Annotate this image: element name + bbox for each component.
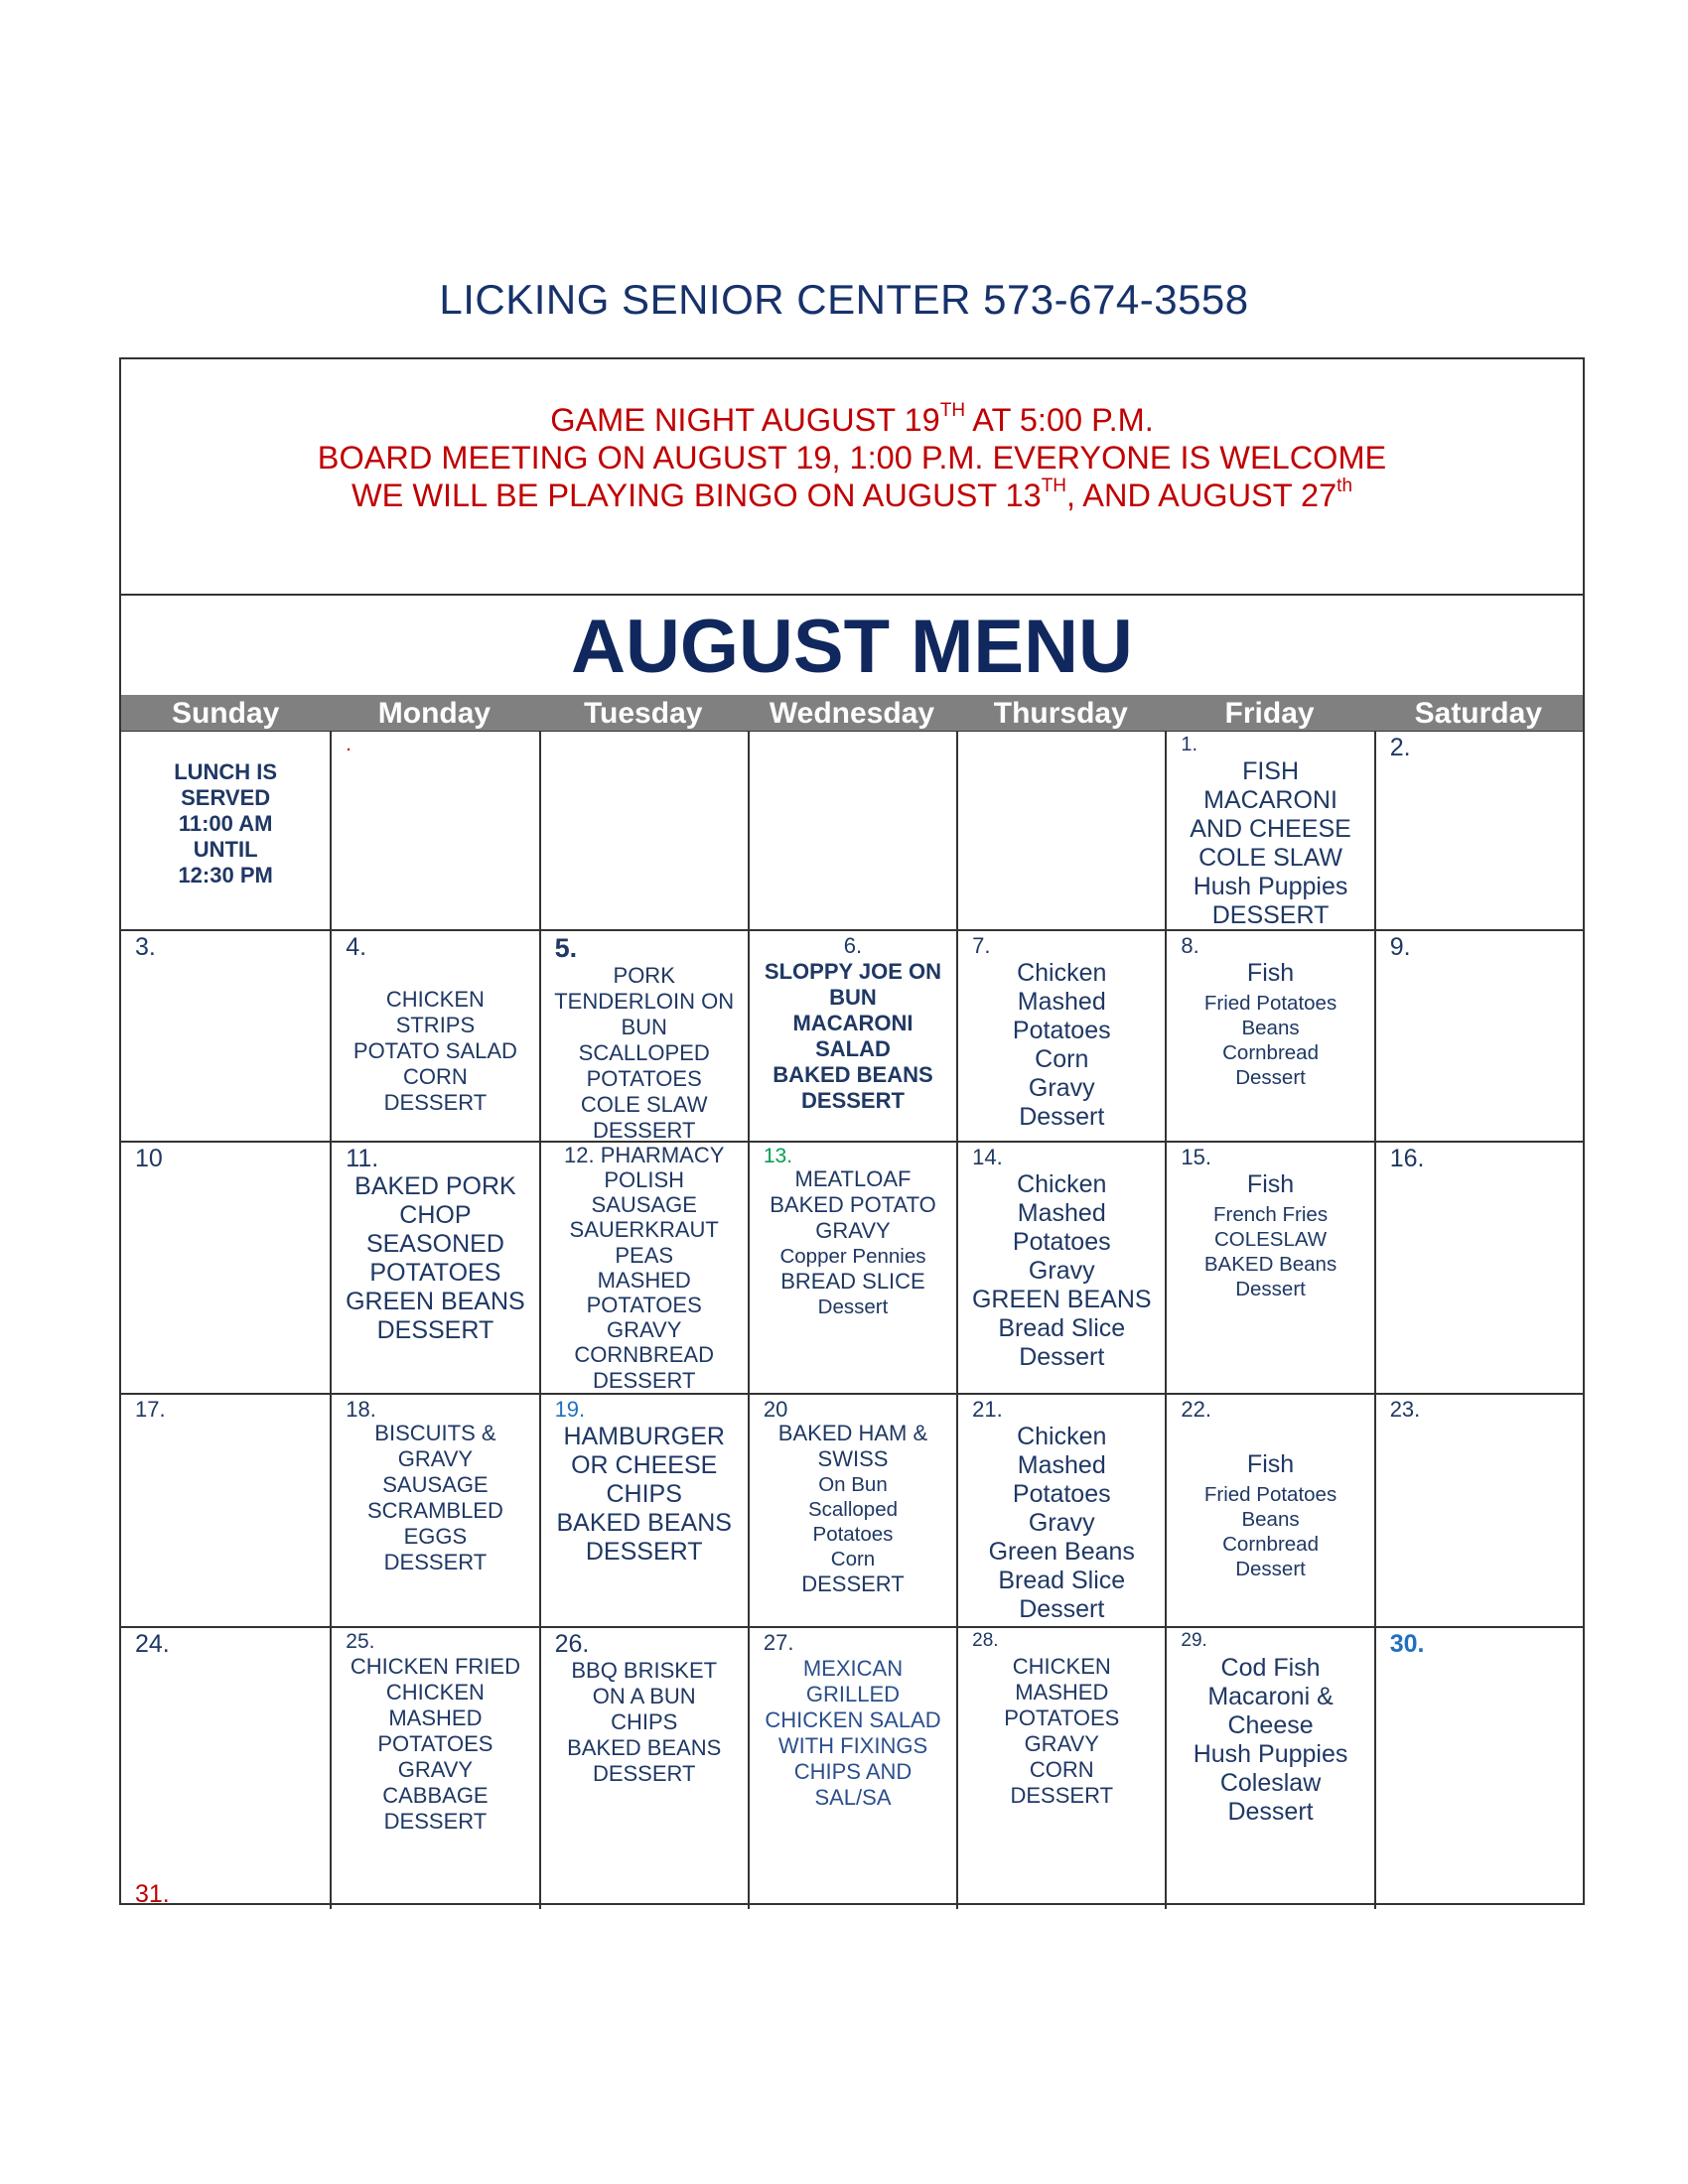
menu-item: DESSERT [592,1761,696,1786]
menu-item: On Bun [818,1473,888,1496]
menu-items [541,963,748,1144]
menu-item: BAKED BEANS [567,1735,722,1760]
menu-item: Fried Potatoes [1203,992,1337,1015]
menu-item: Dessert [1235,1066,1306,1089]
menu-item: Chicken [1017,959,1107,987]
menu-items [750,1656,956,1811]
menu-item: DESSERT [383,1809,488,1834]
menu-item: POTATOES [1004,1706,1120,1730]
day-cell-22 [1165,1395,1373,1626]
menu-item: MACARONI [792,1011,914,1035]
menu-item: COLE SLAW [580,1092,708,1117]
menu-item: BAKED Beans [1203,1253,1337,1276]
menu-item: Mashed [1017,1199,1106,1227]
menu-items [332,1654,538,1835]
menu-item: BAKED PORK [354,1172,516,1200]
menu-items [750,1166,956,1319]
menu-item: Potatoes [1012,1228,1111,1256]
day-cell-20 [748,1395,956,1626]
menu-item: Macaroni & [1207,1683,1334,1710]
day-number: 13. [763,1145,793,1167]
menu-item: CHICKEN [385,987,485,1012]
menu-item: BUN [621,1015,667,1039]
day-number: 18. [346,1397,376,1422]
menu-item: Dessert [817,1296,889,1318]
menu-items [332,987,538,1116]
menu-item: CORN [1029,1757,1094,1782]
notice-text: GAME NIGHT AUGUST 19 [550,402,940,438]
menu-item: BAKED HAM & [777,1421,928,1445]
menu-item: DESSERT [592,1118,696,1143]
menu-item: Cod Fish [1220,1654,1321,1682]
menu-title: AUGUST MENU [571,605,1133,689]
weekday-thursday: Thursday [993,697,1128,730]
day-number: 9. [1389,933,1411,961]
menu-items [750,959,956,1114]
menu-item: SALAD [815,1036,891,1061]
menu-items [958,959,1165,1132]
menu-item: Potatoes [1012,1480,1111,1508]
menu-item: GRILLED [805,1682,901,1706]
menu-item: SCALLOPED [578,1040,710,1065]
menu-item: SAUSAGE [382,1472,489,1497]
menu-item: BUN [829,985,877,1010]
menu-item: BAKED BEANS [773,1062,933,1087]
menu-item: AND CHEESE [1190,815,1351,843]
day-cell-3 [121,931,330,1141]
menu-item: SAL/SA [814,1785,892,1810]
menu-item: POLISH [604,1167,685,1192]
day-cell-19 [539,1395,748,1626]
menu-item: POTATOES [586,1293,702,1318]
menu-item: SAUSAGE [591,1192,697,1218]
menu-item: CHIPS AND [793,1759,913,1784]
menu-item: DESSERT [1211,901,1330,929]
menu-item: Dessert [1019,1595,1105,1623]
note-line: 12:30 PM [178,863,273,887]
week-row [121,1393,1583,1626]
menu-item: Copper Pennies [779,1245,926,1268]
day-number: 3. [135,933,156,961]
day-cell-5 [539,931,748,1141]
menu-item: Gravy [1028,1509,1095,1537]
menu-item: Beans [1241,1017,1300,1039]
menu-items [1167,1202,1373,1301]
notice-text: AT 5:00 P.M. [965,402,1154,438]
menu-items [958,1423,1165,1624]
menu-item: Dessert [1019,1103,1105,1131]
menu-items [958,1654,1165,1809]
menu-item: SEASONED [365,1230,504,1258]
menu-item: CORNBREAD [574,1342,714,1368]
day-cell-6 [748,931,956,1141]
menu-item: Fried Potatoes [1203,1483,1337,1506]
page-title: LICKING SENIOR CENTER 573-674-3558 [439,276,1249,323]
menu-item: GREEN BEANS [971,1286,1152,1313]
menu-item: OR CHEESE [571,1451,718,1479]
day-number: 5. [554,933,578,963]
notice-bingo [121,477,1583,514]
calendar-frame [119,357,1585,1908]
menu-item: COLE SLAW [1198,844,1343,872]
day-cell-16 [1374,1143,1583,1393]
week-row [121,731,1583,929]
menu-items [541,1658,748,1787]
day-number: 25. [346,1630,375,1653]
notice-text: WE WILL BE PLAYING BINGO ON AUGUST 13 [351,478,1042,513]
day-number: 11. [346,1145,379,1172]
day-cell-14 [956,1143,1165,1393]
menu-item: BREAD SLICE [780,1269,925,1294]
menu-item: MEXICAN [802,1656,904,1681]
note-line: 11:00 AM [178,811,273,836]
note-line: LUNCH IS [174,759,278,784]
notice-sup: TH [939,400,966,421]
menu-item: SWISS [817,1446,889,1471]
day-number: 30. [1389,1630,1425,1658]
menu-item: SAUERKRAUT [569,1217,719,1243]
menu-item: MASHED [1015,1680,1109,1705]
menu-item: TENDERLOIN ON [554,989,735,1014]
weekday-sunday: Sunday [171,697,280,730]
menu-item: SCRAMBLED [366,1498,503,1523]
day-cell-23 [1374,1395,1583,1626]
menu-item: DESSERT [383,1550,488,1574]
menu-item: GRAVY [1024,1731,1099,1756]
menu-item: Hush Puppies [1193,873,1348,900]
menu-item: GREEN BEANS [346,1288,525,1315]
menu-item: CHOP [399,1201,472,1229]
day-cell-18 [330,1395,538,1626]
day-cell-12 [539,1143,748,1393]
week-row [121,929,1583,1141]
menu-item: DESSERT [1010,1783,1114,1808]
day-number: 27. [763,1630,794,1655]
day-number: 21. [972,1397,1003,1422]
menu-items [750,1421,956,1597]
menu-item: MEATLOAF [794,1166,912,1191]
menu-item: CHICKEN SALAD [765,1707,941,1732]
menu-item: POTATOES [586,1066,702,1091]
day-number: 10 [135,1145,163,1172]
menu-item: Potatoes [812,1523,894,1546]
menu-items [1167,991,1373,1090]
menu-item: Cornbread [1222,1041,1319,1064]
day-number: 2. [1389,734,1411,761]
weekday-tuesday: Tuesday [583,697,703,730]
menu-item: GRAVY [397,1446,474,1471]
menu-item-main: Fish [1246,1450,1295,1478]
day-cell-7 [956,931,1165,1141]
day-cell-24 [121,1628,330,1909]
menu-items [1167,1654,1373,1827]
day-number: 20 [763,1397,788,1422]
day-cell [330,732,538,929]
day-number: 8. [1181,933,1199,958]
cell-mark: . [346,734,352,755]
notice-board-meeting: BOARD MEETING ON AUGUST 19, 1:00 P.M. EVERYONE IS WELCOME [317,440,1387,476]
day-cell-21 [956,1395,1165,1626]
day-number-31: 31. [135,1880,170,1908]
menu-item: Scalloped [807,1498,898,1521]
day-number: 16. [1389,1145,1425,1172]
menu-item: Beans [1241,1508,1300,1531]
menu-item-main: Fish [1246,1170,1295,1198]
announcements [121,359,1583,596]
menu-item: CHICKEN [1012,1654,1111,1679]
menu-item: STRIPS [395,1013,476,1037]
menu-item: GRAVY [607,1317,682,1343]
menu-item: Gravy [1028,1257,1095,1285]
menu-item: Dessert [1235,1558,1306,1580]
menu-item: MACARONI [1203,786,1337,814]
menu-item: Dessert [1235,1278,1306,1300]
menu-item: BISCUITS & [374,1421,496,1445]
menu-item: Mashed [1017,988,1106,1016]
menu-item: Dessert [1019,1343,1105,1371]
note-line: SERVED [181,785,271,810]
day-number: 1. [1181,734,1198,755]
menu-item: SLOPPY JOE ON [764,959,942,984]
menu-item: EGGS [403,1524,468,1549]
day-cell-25 [330,1628,538,1909]
menu-item: Green Beans [988,1538,1135,1566]
menu-item-main: Fish [1246,959,1295,987]
menu-item: Cheese [1227,1711,1314,1739]
weekday-saturday: Saturday [1414,697,1543,730]
day-number: 29. [1181,1630,1207,1651]
menu-item: Corn [830,1548,876,1570]
day-cell-13 [748,1143,956,1393]
note-line: UNTIL [193,837,258,862]
day-number: 26. [554,1630,590,1658]
day-number: 12. PHARMACY [564,1143,725,1167]
menu-item: BAKED POTATO [770,1192,936,1217]
menu-item: POTATOES [369,1259,501,1287]
weekday-wednesday: Wednesday [769,697,935,730]
day-cell-30 [1374,1628,1583,1909]
notice-sup: th [1336,476,1353,496]
menu-item: POTATO SALAD [352,1038,517,1063]
week-row [121,1141,1583,1393]
menu-item: Corn [1035,1045,1089,1073]
menu-item: Mashed [1017,1451,1106,1479]
menu-item: Chicken [1017,1423,1107,1450]
day-number: 4. [346,933,367,961]
day-number: 7. [972,933,991,958]
menu-items [541,1423,748,1567]
menu-item: Cornbread [1222,1533,1319,1556]
menu-item: MASHED [597,1267,691,1293]
day-cell-4 [330,931,538,1141]
day-number: 17. [135,1397,166,1422]
weekday-monday: Monday [377,697,492,730]
day-cell [121,732,330,929]
menu-item: COLESLAW [1213,1228,1328,1251]
day-cell [956,732,1165,929]
day-cell-27 [748,1628,956,1909]
day-cell-15 [1165,1143,1373,1393]
menu-item: Coleslaw [1219,1769,1322,1797]
menu-item: French Fries [1213,1203,1329,1226]
day-cell-2 [1374,732,1583,929]
day-cell [539,732,748,929]
menu-item: CHICKEN FRIED [350,1654,520,1679]
day-number: 19. [554,1397,586,1422]
menu-item: DESSERT [592,1367,696,1393]
menu-item: DESSERT [383,1090,488,1115]
menu-item: Dessert [1227,1798,1314,1826]
day-number: 24. [135,1630,170,1658]
menu-item: PORK [613,963,675,988]
menu-items [541,1167,748,1393]
menu-items [332,1172,538,1345]
day-number: 23. [1389,1397,1421,1422]
menu-item: DESSERT [801,1088,905,1113]
menu-item: GRAVY [815,1218,891,1243]
notice-text: , AND AUGUST 27 [1066,478,1337,513]
menu-item: HAMBURGER [563,1423,725,1450]
menu-item: CHIPS [606,1480,682,1508]
menu-item: CHIPS [611,1709,678,1734]
menu-item: Hush Puppies [1193,1740,1348,1768]
menu-items [958,1170,1165,1372]
day-cell-28 [956,1628,1165,1909]
menu-item: Bread Slice [998,1314,1126,1342]
menu-item: FISH [1242,757,1300,785]
menu-item: ON A BUN [592,1684,696,1708]
menu-items [332,1421,538,1575]
day-cell-1 [1165,732,1373,929]
menu-item: Gravy [1028,1074,1095,1102]
day-number: 22. [1181,1397,1211,1422]
menu-item: MASHED [388,1706,483,1730]
menu-item: Potatoes [1012,1017,1111,1044]
lunch-hours-note [121,759,330,888]
notice-game-night [121,401,1583,439]
menu-item: DESSERT [376,1316,494,1344]
menu-item: CHICKEN [385,1680,485,1705]
menu-item: BAKED BEANS [556,1509,732,1537]
menu-item: PEAS [615,1242,674,1268]
notice-sup: TH [1041,476,1067,496]
day-cell-17 [121,1395,330,1626]
day-cell-8 [1165,931,1373,1141]
day-cell-9 [1374,931,1583,1141]
menu-item: CABBAGE [382,1783,489,1808]
menu-items [1167,757,1373,930]
menu-items [1167,1482,1373,1581]
menu-item: Chicken [1017,1170,1107,1198]
menu-item: Bread Slice [998,1567,1126,1594]
day-number: 14. [972,1145,1003,1169]
day-number: 6. [843,933,863,958]
day-number: 15. [1181,1145,1211,1169]
menu-item: DESSERT [801,1571,905,1596]
menu-item: WITH FIXINGS [777,1733,928,1758]
day-cell [748,732,956,929]
menu-item: GRAVY [397,1757,474,1782]
weekday-friday: Friday [1224,697,1315,730]
day-number: 28. [972,1630,999,1651]
day-cell-10 [121,1143,330,1393]
menu-item: DESSERT [585,1538,703,1566]
day-cell-29 [1165,1628,1373,1909]
day-cell-11 [330,1143,538,1393]
weekday-header [121,695,1583,731]
week-row [121,1626,1583,1909]
calendar-grid [121,731,1583,1909]
menu-item: BBQ BRISKET [571,1658,718,1683]
menu-item: CORN [403,1064,468,1089]
menu-item: POTATOES [377,1731,493,1756]
day-cell-26 [539,1628,748,1909]
